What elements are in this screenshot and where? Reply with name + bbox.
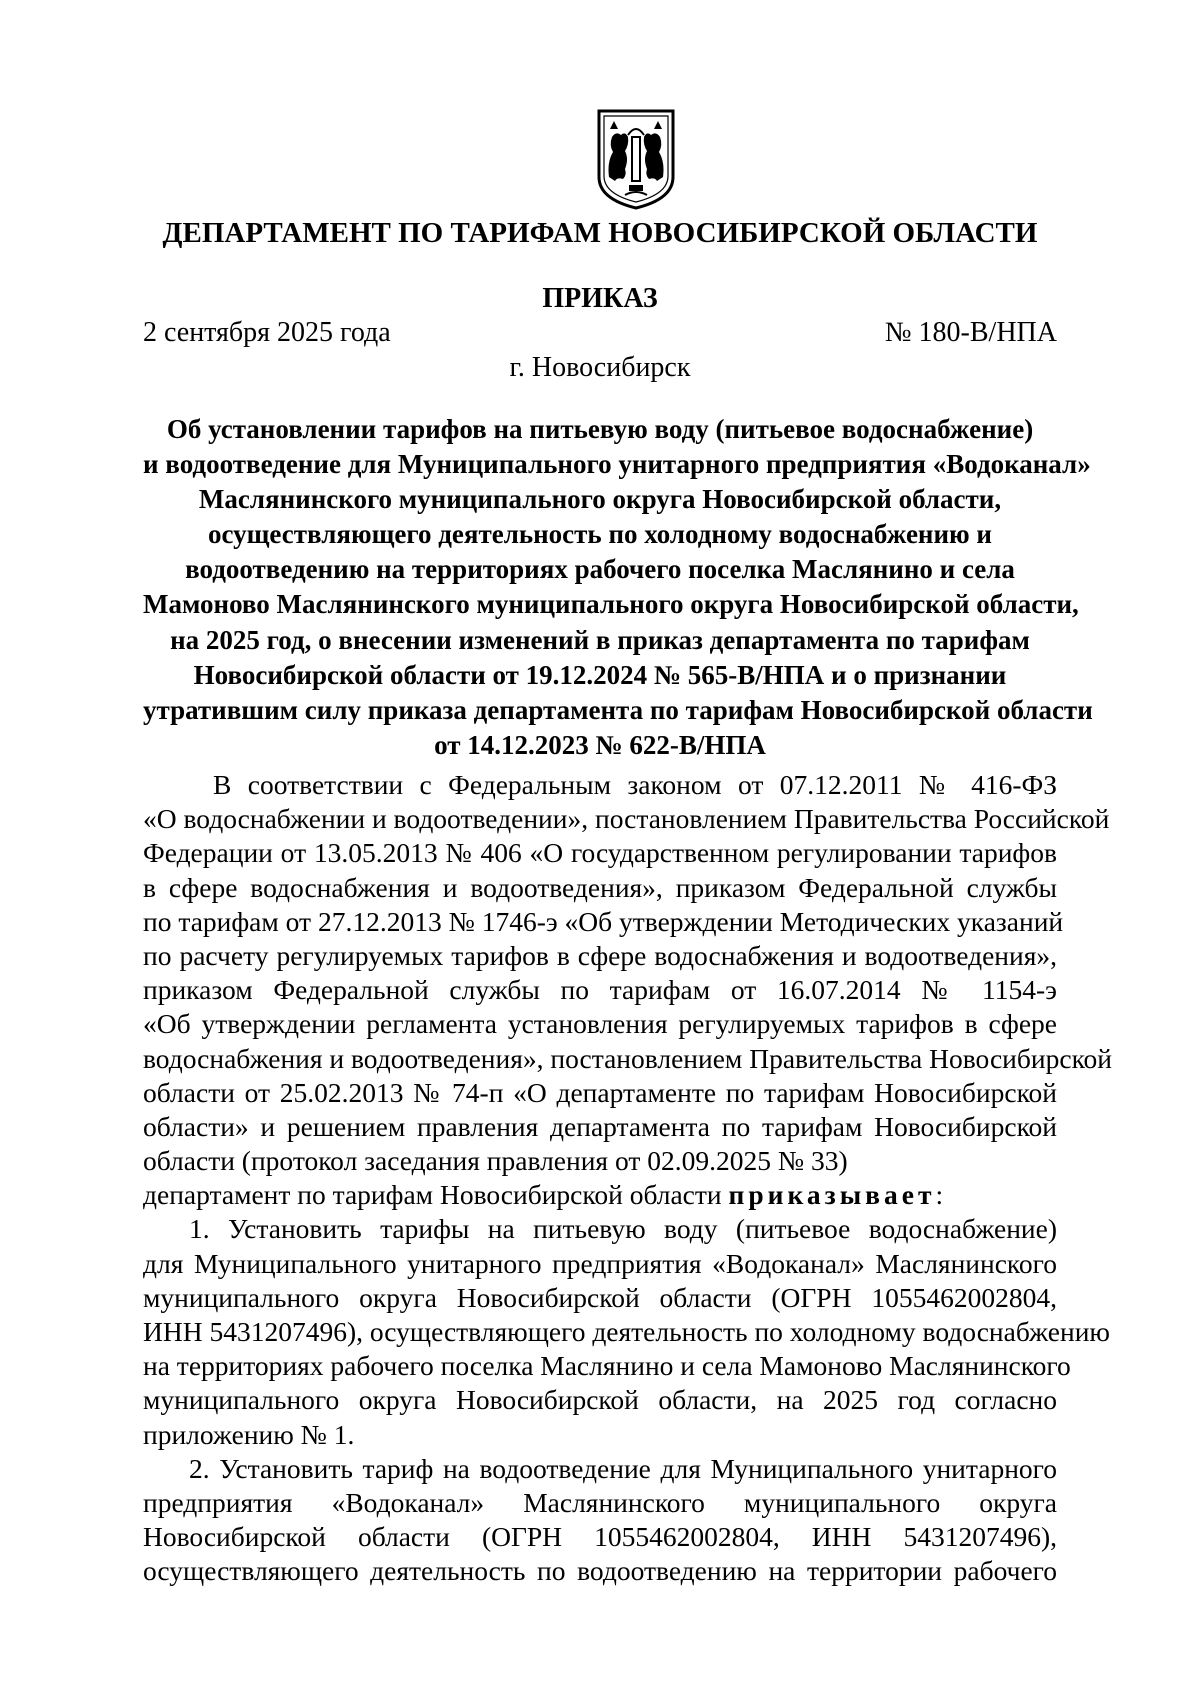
heading-line: водоотведению на территориях рабочего поселка Маслянино и села [185, 554, 1015, 585]
item2-line: Новосибирской области (ОГРН 1055462002804, ИНН 5431207496), [143, 1521, 1057, 1553]
item1-line: 1. Установить тарифы на питьевую воду (питьевое водоснабжение) [189, 1213, 1057, 1245]
preamble-line: В соответствии с Федеральным законом от 07.12.2011 № 416-ФЗ [213, 769, 1057, 800]
item1-line: ИНН 5431207496), осуществляющего деятельность по холодному водоснабжению [143, 1316, 1110, 1347]
item2-line: предприятия «Водоканал» Маслянинского муниципального округа [143, 1486, 1057, 1518]
document-type: ПРИКАЗ [542, 283, 658, 314]
orders-word: приказывает [728, 1179, 936, 1211]
order-heading [143, 412, 1093, 763]
order-body [143, 768, 1112, 1589]
orders-lead: департамент по тарифам Новосибирской области [143, 1179, 722, 1211]
heading-line: и водоотведение для Муниципального унитарного предприятия «Водоканал» [143, 449, 1091, 480]
item1-line: для Муниципального унитарного предприятия «Водоканал» Маслянинского [143, 1247, 1057, 1279]
heading-line: осуществляющего деятельность по холодному водоснабжению и [207, 519, 992, 550]
orders-colon: : [935, 1179, 944, 1211]
coat-of-arms-emblem [595, 107, 677, 211]
city: г. Новосибирск [509, 352, 691, 383]
preamble-line: области (протокол заседания правления от 02.09.2025 № 33) [143, 1145, 848, 1177]
order-number: № 180-В/НПА [884, 317, 1057, 348]
department-name: ДЕПАРТАМЕНТ ПО ТАРИФАМ НОВОСИБИРСКОЙ ОБЛАСТИ [162, 217, 1038, 249]
order-date: 2 сентября 2025 года [143, 317, 391, 348]
preamble-line: области от 25.02.2013 № 74-п «О департаменте по тарифам Новосибирской [143, 1076, 1057, 1108]
preamble-line: «О водоснабжении и водоотведении», постановлением Правительства Российской [143, 803, 1110, 835]
preamble-line: водоснабжения и водоотведения», постановлением Правительства Новосибирской [143, 1042, 1112, 1074]
item1-line: на территориях рабочего поселка Маслянино и села Мамоново Маслянинского [143, 1350, 1071, 1382]
preamble-line: в сфере водоснабжения и водоотведения», приказом Федеральной службы [143, 871, 1057, 903]
preamble-line: по расчету регулируемых тарифов в сфере водоснабжения и водоотведения», [143, 939, 1057, 971]
item2-line: 2. Установить тариф на водоотведение для Муниципального унитарного [189, 1452, 1057, 1484]
heading-line: Новосибирской области от 19.12.2024 № 565-В/НПА и о признании [193, 659, 1007, 690]
heading-line: от 14.12.2023 № 622-В/НПА [434, 729, 766, 760]
heading-line: Мамоново Маслянинского муниципального округа Новосибирской области, [143, 589, 1079, 620]
item1-line: муниципального округа Новосибирской области (ОГРН 1055462002804, [143, 1281, 1057, 1313]
preamble-line: приказом Федеральной службы по тарифам от 16.07.2014 № 1154-э [143, 974, 1057, 1006]
preamble-line: по тарифам от 27.12.2013 № 1746-э «Об утверждении Методических указаний [143, 905, 1064, 937]
item1-line: приложению № 1. [143, 1418, 355, 1450]
preamble-line: Федерации от 13.05.2013 № 406 «О государственном регулировании тарифов [143, 837, 1057, 869]
item1-line: муниципального округа Новосибирской области, на 2025 год согласно [143, 1384, 1057, 1416]
preamble-line: области» и решением правления департамента по тарифам Новосибирской [143, 1110, 1057, 1142]
preamble-line: «Об утверждении регламента установления регулируемых тарифов в сфере [143, 1008, 1057, 1040]
heading-line: утратившим силу приказа департамента по тарифам Новосибирской области [143, 694, 1093, 725]
heading-line: на 2025 год, о внесении изменений в приказ департамента по тарифам [170, 624, 1030, 655]
orders-line [143, 1178, 1057, 1212]
heading-line: Об установлении тарифов на питьевую воду (питьевое водоснабжение) [166, 414, 1034, 444]
item2-line: осуществляющего деятельность по водоотведению на территории рабочего [143, 1555, 1057, 1587]
heading-line: Маслянинского муниципального округа Новосибирской области, [198, 484, 1002, 515]
